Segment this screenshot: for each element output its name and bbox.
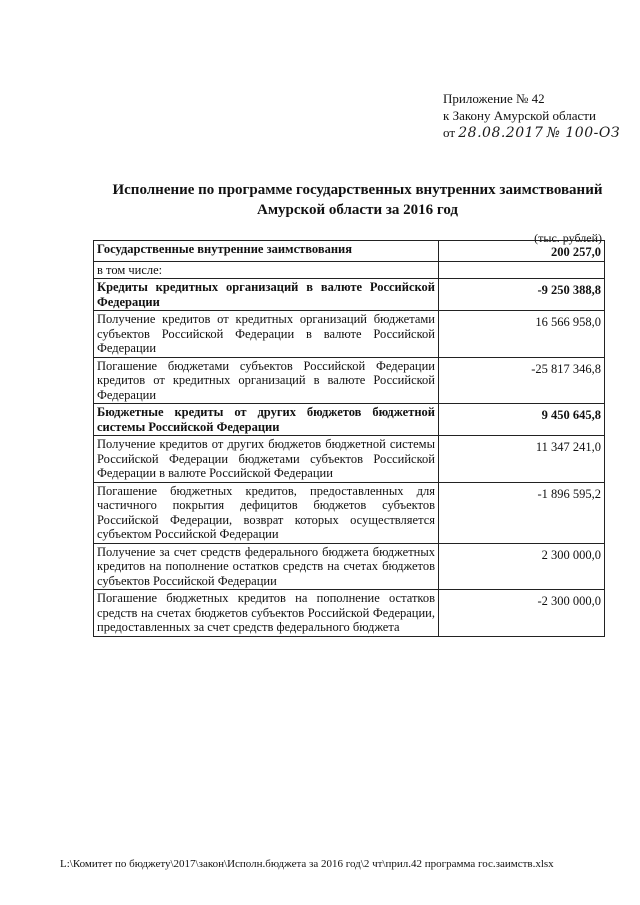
table-row (94, 279, 605, 311)
row-label: в том числе: (94, 261, 439, 279)
row-value: 11 347 241,0 (439, 436, 605, 483)
row-value (439, 261, 605, 279)
row-label: Погашение бюджетных кредитов, предоставленных для частичного покрытия дефицитов бюджетов субъектов Российской Федерации, возврат которых осуществляется субъектом Российской Федерации (94, 482, 439, 543)
table-row (94, 311, 605, 358)
document-title (90, 180, 625, 220)
table-row (94, 404, 605, 436)
row-label: Бюджетные кредиты от других бюджетов бюджетной системы Российской Федерации (94, 404, 439, 436)
appendix-number: Приложение № 42 (443, 91, 545, 106)
row-label: Получение за счет средств федерального бюджета бюджетных кредитов на пополнение остатков средств на счетах бюджетов субъектов Российской Федерации (94, 543, 439, 590)
borrowings-table (93, 240, 605, 637)
appendix-law: к Закону Амурской области (443, 108, 596, 123)
title-line-2: Амурской области за 2016 год (257, 202, 458, 218)
row-label: Получение кредитов от кредитных организаций бюджетами субъектов Российской Федерации в валюте Российской Федерации (94, 311, 439, 358)
table-row (94, 590, 605, 637)
table-row (94, 357, 605, 404)
row-value: -25 817 346,8 (439, 357, 605, 404)
row-label: Получение кредитов от других бюджетов бюджетной системы Российской Федерации бюджетами субъектов Российской Федерации в валюте Российской Федерации (94, 436, 439, 483)
table-row (94, 543, 605, 590)
row-value: -1 896 595,2 (439, 482, 605, 543)
units-label: (тыс. рублей) (534, 231, 602, 245)
row-value: 9 450 645,8 (439, 404, 605, 436)
row-value: -9 250 388,8 (439, 279, 605, 311)
table-row (94, 482, 605, 543)
row-label: Погашение бюджетных кредитов на пополнение остатков средств на счетах бюджетов субъектов Российской Федерации, предоставленных за счет средств федерального бюджета (94, 590, 439, 637)
appendix-date-prefix: от (443, 125, 456, 140)
appendix-date-line (443, 124, 633, 142)
row-value: 2 300 000,0 (439, 543, 605, 590)
row-value: 16 566 958,0 (439, 311, 605, 358)
handwritten-law-number: № 100-ОЗ (546, 125, 621, 141)
table-row (94, 261, 605, 279)
row-label: Государственные внутренние заимствования (94, 241, 439, 262)
borrowings-table-body (94, 241, 605, 637)
row-value: -2 300 000,0 (439, 590, 605, 637)
appendix-header (443, 90, 633, 142)
handwritten-date: 28.08.2017 (458, 125, 544, 141)
table-row (94, 436, 605, 483)
file-path-footer: L:\Комитет по бюджету\2017\закон\Исполн.бюджета за 2016 год\2 чт\прил.42 программа гос.заимств.xlsx (60, 858, 554, 870)
row-label: Кредиты кредитных организаций в валюте Российской Федерации (94, 279, 439, 311)
row-label: Погашение бюджетами субъектов Российской Федерации кредитов от кредитных организаций в валюте Российской Федерации (94, 357, 439, 404)
title-line-1: Исполнение по программе государственных внутренних заимствований (112, 182, 603, 198)
row-value: 200 257,0 (439, 241, 605, 262)
table-row (94, 241, 605, 262)
